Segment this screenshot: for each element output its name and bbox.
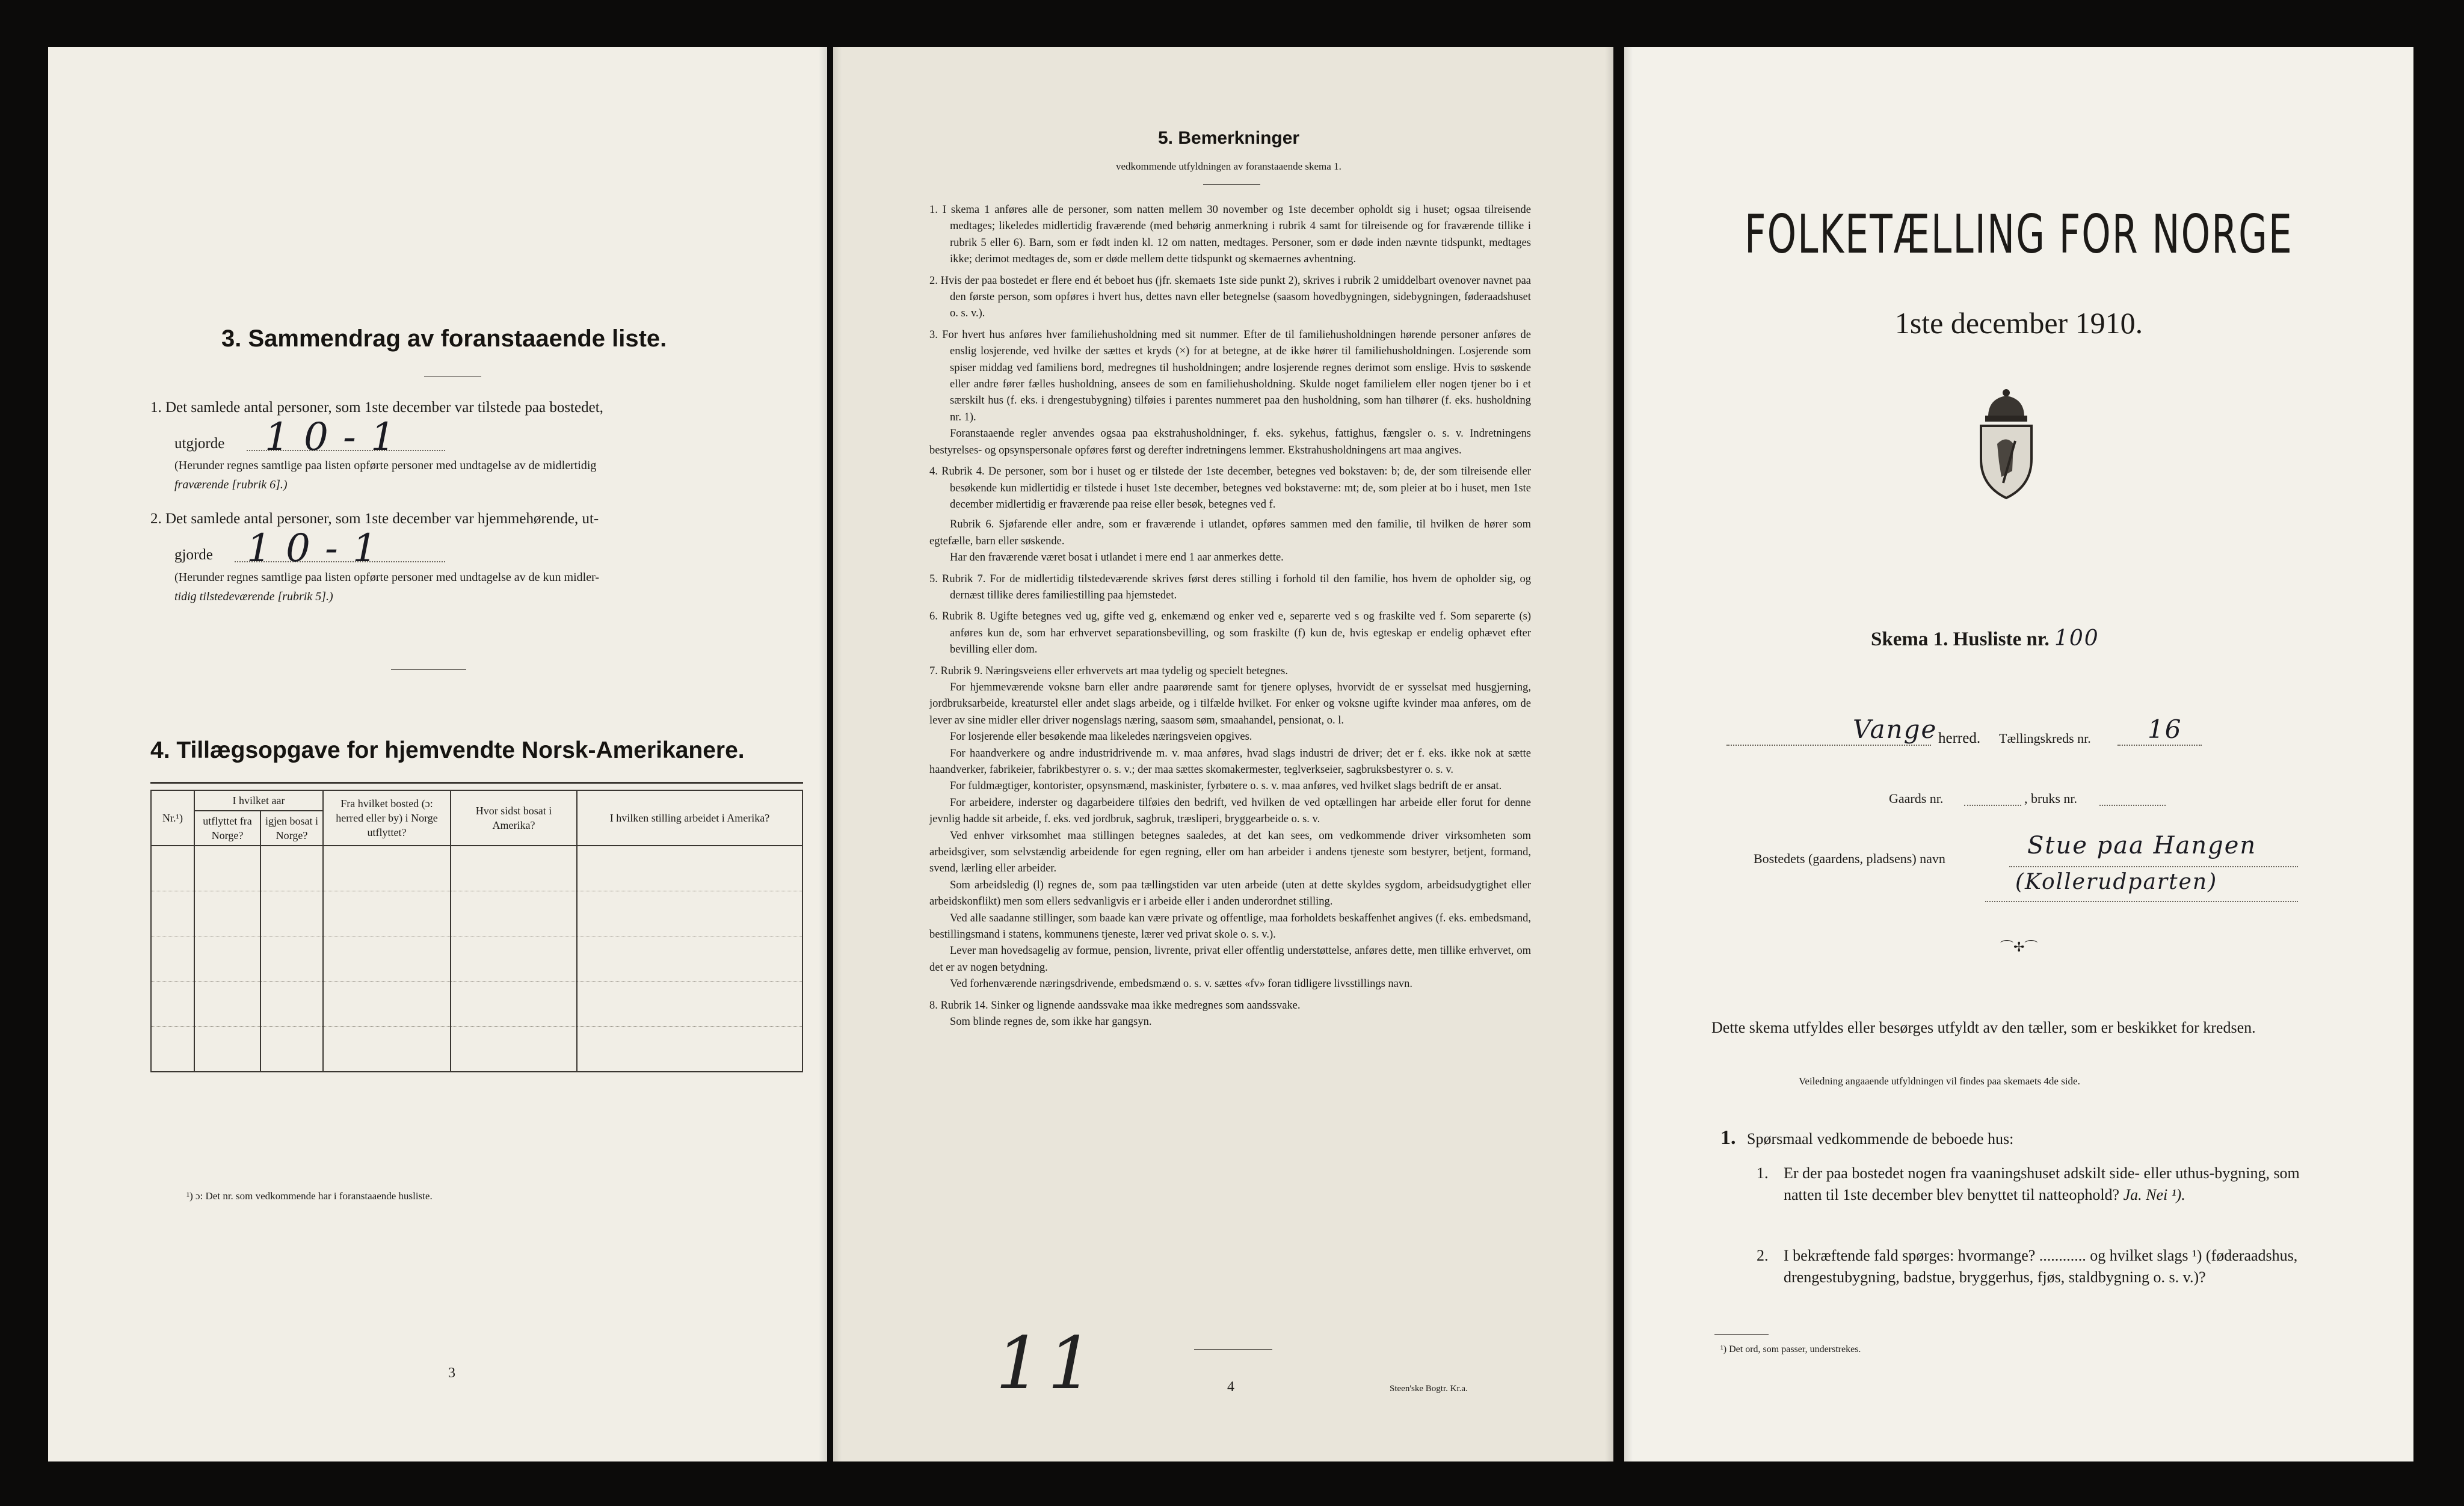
bemerkninger-subtitle: vedkommende utfyldningen av foranstaaende skema 1. <box>1116 161 1341 172</box>
remark-paragraph: 4. Rubrik 4. De personer, som bor i huset og er tilstede der 1ste december, betegnes ved bokstaven: b; de, der som tilreisende eller besøkende kun midlertidig er tilstede i huset 1ste december, betegnes ved bokstaverne: mt; de, som pleier at bo i huset, men 1ste december midlertidig er fraværende paa reise eller besøk, betegnes ved f. <box>929 466 1531 511</box>
remark-paragraph: For losjerende eller besøkende maa likeledes næringsveien opgives. <box>950 731 1252 743</box>
remark-paragraph: For fuldmægtiger, kontorister, opsynsmænd, maskinister, fyrbøtere o. s. v. maa anføres, ved hvilket slags bedrift de er ansat. <box>950 780 1502 793</box>
remark-paragraph: 8. Rubrik 14. Sinker og lignende aandssvake maa ikke medregnes som aandssvake. <box>929 999 1301 1012</box>
norsk-amerikanere-table <box>150 790 803 1072</box>
remark-paragraph: Ved alle saadanne stillinger, som baade kan være private og offentlige, maa forholdets beskaffenhet angives (f. eks. embedsmand, bestillingsmand i statens, kommunens tjeneste, lærer ved privat skole o. s. v.). <box>929 912 1531 941</box>
bosted-value-2: (Kollerudparten) <box>2015 870 2218 894</box>
question-1-answer: Ja. Nei ¹). <box>2123 1186 2185 1203</box>
remark-paragraph: 5. Rubrik 7. For de midlertidig tilstedeværende skrives først deres stilling i forhold til den familie, hos hvem de opholder sig, og dernæst tillike deres familiestilling paa hjemstedet. <box>929 573 1531 601</box>
remark-paragraph: 6. Rubrik 8. Ugifte betegnes ved ug, gifte ved g, enkemænd og enker ved e, separerte ved s og fraskilte ved f. Som separerte (s) anføres kun de, som har erhvervet separationsbevilling, og som fraskilte (f) kun de, hvis egteskap er endelig ophævet efter bevilling eller dom. <box>929 610 1531 656</box>
item2-handwritten: 1 0 - 1 <box>247 526 378 571</box>
col-from-place: Fra hvilket bosted (ɔ: herred eller by) i Norge utflyttet? <box>323 790 451 846</box>
remark-paragraph: Foranstaaende regler anvendes ogsaa paa ekstrahusholdninger, f. eks. sykehus, fattighus, fængsler o. s. v. Indretningens bestyrelses- og opsynspersonale opføres først og derefter indretningens lemmer. Ekstrahusholdningens art maa angives. <box>929 428 1531 456</box>
coat-of-arms-icon <box>1970 387 2042 501</box>
ornament-divider: ⌒✢⌒ <box>2000 939 2038 954</box>
col-year-group: I hvilket aar <box>194 790 323 811</box>
question-2: I bekræftende fald spørges: hvormange? ............ og hvilket slags ¹) (føderaadshus, drengestubygning, badstue, bryggerhus, fjøs, staldbygning o. s. v.)? <box>1784 1247 2298 1286</box>
item1-label: utgjorde <box>174 435 225 452</box>
schema-label: Skema 1. Husliste nr. <box>1871 629 2050 650</box>
remark-paragraph: 1. I skema 1 anføres alle de personer, som natten mellem 30 november og 1ste december opholdt sig i huset; ogsaa tilreisende medtages; likeledes midlertidig fraværende (med behørig anmerkning i rubrik 4 samt for tilreisende og for fraværende tillike i rubrik 5 eller 6). Barn, som er født inden kl. 12 om natten, medtages. Personer, som er døde inden nævnte tidspunkt, medtages ikke; derimot medtages de, som er døde mellem dette tidspunkt og skemaernes avhentning. <box>929 204 1531 266</box>
census-title: FOLKETÆLLING FOR NORGE <box>1745 203 2293 265</box>
col-last-place: Hvor sidst bosat i Amerika? <box>451 790 577 846</box>
remark-paragraph: Som blinde regnes de, som ikke har gangsyn. <box>950 1016 1152 1028</box>
remark-paragraph: Ved enhver virksomhet maa stillingen betegnes saaledes, at det kan sees, om vedkommende driver virksomheten som arbeidsgiver, som selvstændig arbeidende for egen regning, eller om han arbeider i andens tjeneste som bestyrer, betjent, formand, svend, lærling eller arbeider. <box>929 829 1531 875</box>
bruks-label: , bruks nr. <box>2024 791 2077 806</box>
bosted-value: Stue paa Hangen <box>2027 832 2257 859</box>
question-number: 1. <box>1720 1126 1736 1149</box>
gaards-label: Gaards nr. <box>1889 791 1944 806</box>
item1-note2: fraværende [rubrik 6].) <box>174 478 288 491</box>
section3-title: 3. Sammendrag av foranstaaende liste. <box>221 325 667 352</box>
kreds-value: 16 <box>2148 715 2182 744</box>
left-page <box>48 47 827 1461</box>
item2-label: gjorde <box>174 547 213 563</box>
col-emigrated: utflyttet fra Norge? <box>194 811 260 846</box>
page-number-4: 4 <box>1227 1379 1234 1395</box>
remark-paragraph: Lever man hovedsagelig av formue, pension, livrente, privat eller offentlig understøttelse, anføres dette, men tillike erhvervet, om det er av nogen betydning. <box>929 945 1531 974</box>
table-row <box>151 891 802 936</box>
item1-text: 1. Det samlede antal personer, som 1ste december var tilstede paa bostedet, <box>150 399 603 416</box>
table-row <box>151 936 802 982</box>
item2-note1: (Herunder regnes samtlige paa listen opførte personer med undtagelse av de kun midler- <box>174 571 600 584</box>
bemerkninger-text <box>929 202 1531 1031</box>
questions-heading: Spørsmaal vedkommende de beboede hus: <box>1747 1130 2014 1148</box>
remark-paragraph: Ved forhenværende næringsdrivende, embedsmænd o. s. v. sættes «fv» foran tidligere livsstillings navn. <box>950 978 1413 991</box>
remark-paragraph: Rubrik 6. Sjøfarende eller andre, som er fraværende i utlandet, opføres sammen med den familie, til hvilken de hører som egtefælle, barn eller søskende. <box>929 518 1531 547</box>
col-returned: igjen bosat i Norge? <box>260 811 323 846</box>
item1-handwritten: 1 0 - 1 <box>265 415 396 459</box>
veiledning-text: Veiledning angaaende utfyldningen vil findes paa skemaets 4de side. <box>1799 1075 2080 1087</box>
item2-note2: tidig tilstedeværende [rubrik 5].) <box>174 590 333 603</box>
bemerkninger-title: 5. Bemerkninger <box>1158 128 1300 148</box>
handwritten-mark: 11 <box>996 1322 1100 1406</box>
section4-title: 4. Tillægsopgave for hjemvendte Norsk-Amerikanere. <box>150 737 745 763</box>
right-page: FOLKETÆLLING FOR NORGE 1ste december 1910. Skema 1. Husliste nr. 100 Vange herred. Tællingskreds nr. 16 Gaards nr. , bruks nr. Bostedets (gaardens, pladsens) navn Stue paa Hangen (Kollerudparten) ⌒✢⌒ Dette skema utfyldes eller besørges utfyldt av den tæller, som er beskikket for kredsen. Veiledning angaaende utfyldningen vil findes paa skemaets 4de side. 1. Spørsmaal vedkommende de beboede hus: 1. Er der paa bostedet nogen fra vaaningshuset adskilt side- eller uthus-bygning, som natten til 1ste december blev benyttet til natteophold? Ja. Nei ¹). 2. I bekræftende fald spørges: hvormange? ............ og hvilket slags ¹) (føderaadshus, drengestubygning, badstue, bryggerhus, fjøs, staldbygning o. s. v.)? ¹) Det ord, som passer, understrekes. <box>1624 47 2413 1461</box>
remark-paragraph: 2. Hvis der paa bostedet er flere end ét beboet hus (jfr. skemaets 1ste side punkt 2), skrives i rubrik 2 umiddelbart ovenover navnet paa den første person, som opføres i hvert hus, dettes navn eller betegnelse (saasom hovedbygningen, sidebygningen, føderaadshuset o. s. v.). <box>929 274 1531 320</box>
table-row <box>151 1027 802 1072</box>
remark-paragraph: Som arbeidsledig (l) regnes de, som paa tællingstiden var uten arbeide (uten at dette skyldes sygdom, arbeidsudygtighet eller arbeidskonflikt) men som ellers sedvanligvis er i arbeide eller i anden underordnet stilling. <box>929 879 1531 908</box>
census-date: 1ste december 1910. <box>1894 306 2143 340</box>
item2-text: 2. Det samlede antal personer, som 1ste december var hjemmehørende, ut- <box>150 511 599 527</box>
question-1: Er der paa bostedet nogen fra vaaningshuset adskilt side- eller uthus-bygning, som natten til 1ste december blev benyttet til natteophold? <box>1784 1164 2300 1203</box>
col-nr: Nr.¹) <box>151 790 194 846</box>
herred-label: herred. <box>1938 730 1981 746</box>
remark-paragraph: For hjemmeværende voksne barn eller andre paarørende samt for tjenere oplyses, hvorvidt de er sysselsat med husgjerning, jordbruksarbeide, kreaturstel eller andet slags arbeide, og i tilfælde hvilket. For enker og voksne ugifte kvinder maa anføres, om de lever av sine midler eller driver nogenslags næring, saasom søm, smaahandel, pensionat, o. l. <box>929 681 1531 727</box>
remark-paragraph: For haandverkere og andre industridrivende m. v. maa anføres, hvad slags industri de driver; det er f. eks. ikke nok at sætte haandverker, fabrikeier, fabrikbestyrer o. s. v.; der maa sættes skomakermester, teglverkseier, sagbruksbestyrer o. s. v. <box>929 747 1531 776</box>
table-footnote: ¹) ɔ: Det nr. som vedkommende har i foranstaaende husliste. <box>186 1190 433 1202</box>
page-number-3: 3 <box>448 1365 455 1381</box>
table-row <box>151 846 802 891</box>
printer-mark: Steen'ske Bogtr. Kr.a. <box>1390 1384 1468 1394</box>
col-position: I hvilken stilling arbeidet i Amerika? <box>577 790 802 846</box>
instruction-text: Dette skema utfyldes eller besørges utfyldt av den tæller, som er beskikket for kredsen. <box>1711 1019 2256 1036</box>
remark-paragraph: For arbeidere, inderster og dagarbeidere tilføies den bedrift, ved hvilken de ved optællingen har arbeide eller forut for denne jevnlig hadde sit arbeide, f. eks. ved jordbruk, sagbruk, træsliperi, bryggearbeide o. s. v. <box>929 796 1531 826</box>
middle-page <box>833 47 1613 1461</box>
herred-value: Vange <box>1853 715 1938 744</box>
remark-paragraph: Har den fraværende været bosat i utlandet i mere end 1 aar anmerkes dette. <box>950 552 1284 564</box>
kreds-label: Tællingskreds nr. <box>1999 731 2091 746</box>
table-row <box>151 982 802 1027</box>
remark-paragraph: 3. For hvert hus anføres hver familiehusholdning med sit nummer. Efter de til familiehusholdningen hørende personer anføres de enslig losjerende, ved hvilke der sættes et kryds (×) for at betegne, at de ikke hører til familiehusholdningen. Losjerende som spiser middag ved familiens bord, medregnes til husholdningen; andre losjerende regnes derimot som enslige. Hvis to søskende eller andre fører fælles husholdning, ansees de som en familiehusholdning. Skulde noget familielem eller nogen tjener bo i et særskilt hus (f. eks. i drengestubygning) tilføies i parentes nummeret paa den husholdning, som han tilhører (f. eks. husholdning nr. 1). <box>929 328 1531 423</box>
husliste-nr: 100 <box>2054 626 2099 651</box>
remark-paragraph: 7. Rubrik 9. Næringsveiens eller erhvervets art maa tydelig og specielt betegnes. <box>929 665 1288 677</box>
right-footnote: ¹) Det ord, som passer, understrekes. <box>1720 1344 1861 1354</box>
bosted-label: Bostedets (gaardens, pladsens) navn <box>1754 851 1945 866</box>
item1-note1: (Herunder regnes samtlige paa listen opførte personer med undtagelse av de midlertidig <box>174 459 597 472</box>
